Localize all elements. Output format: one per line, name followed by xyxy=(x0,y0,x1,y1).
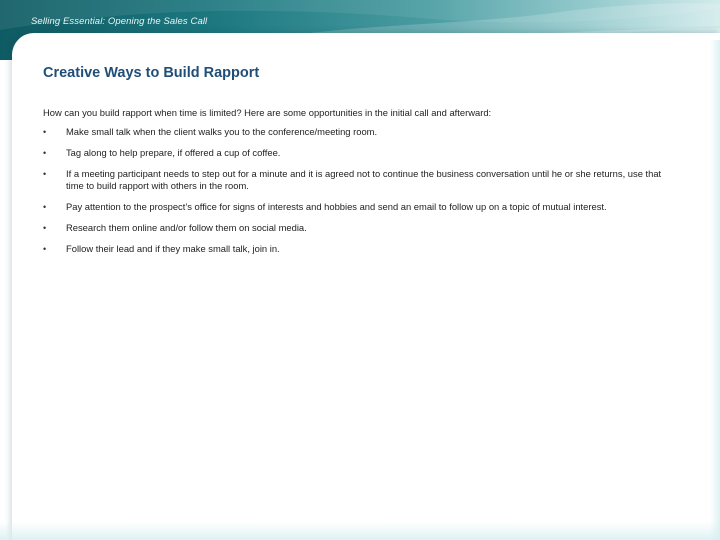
bullet-list xyxy=(43,126,673,264)
bullet-item xyxy=(43,126,673,138)
bullet-item xyxy=(43,201,673,213)
header-title: Selling Essential: Opening the Sales Call xyxy=(31,16,208,27)
bullet-glyph: • xyxy=(43,169,47,179)
bullet-item xyxy=(43,168,673,192)
bullet-item xyxy=(43,147,673,159)
bullet-text: Follow their lead and if they make small talk, join in. xyxy=(66,243,280,254)
bullet-glyph: • xyxy=(43,244,47,254)
bullet-glyph: • xyxy=(43,223,47,233)
bottom-edge-decoration xyxy=(0,522,720,540)
bullet-glyph: • xyxy=(43,202,47,212)
bullet-text: Tag along to help prepare, if offered a cup of coffee. xyxy=(66,147,281,158)
bullet-text: Pay attention to the prospect’s office for signs of interests and hobbies and send an email to follow up on a topic of mutual interest. xyxy=(66,201,607,212)
bullet-text: Make small talk when the client walks you to the conference/meeting room. xyxy=(66,126,378,137)
right-edge-decoration xyxy=(710,40,720,540)
bullet-item xyxy=(43,243,673,255)
bullet-text: If a meeting participant needs to step out for a minute and it is agreed not to continue the business conversation until he or she returns, use that time to build rapport with others in the room. xyxy=(66,168,662,191)
bullet-text: Research them online and/or follow them on social media. xyxy=(66,222,307,233)
bullet-glyph: • xyxy=(43,148,47,158)
intro-text: How can you build rapport when time is limited? Here are some opportunities in the initial call and afterward: xyxy=(43,107,492,118)
slide-title: Creative Ways to Build Rapport xyxy=(43,65,260,81)
bullet-glyph: • xyxy=(43,127,47,137)
bullet-item xyxy=(43,222,673,234)
